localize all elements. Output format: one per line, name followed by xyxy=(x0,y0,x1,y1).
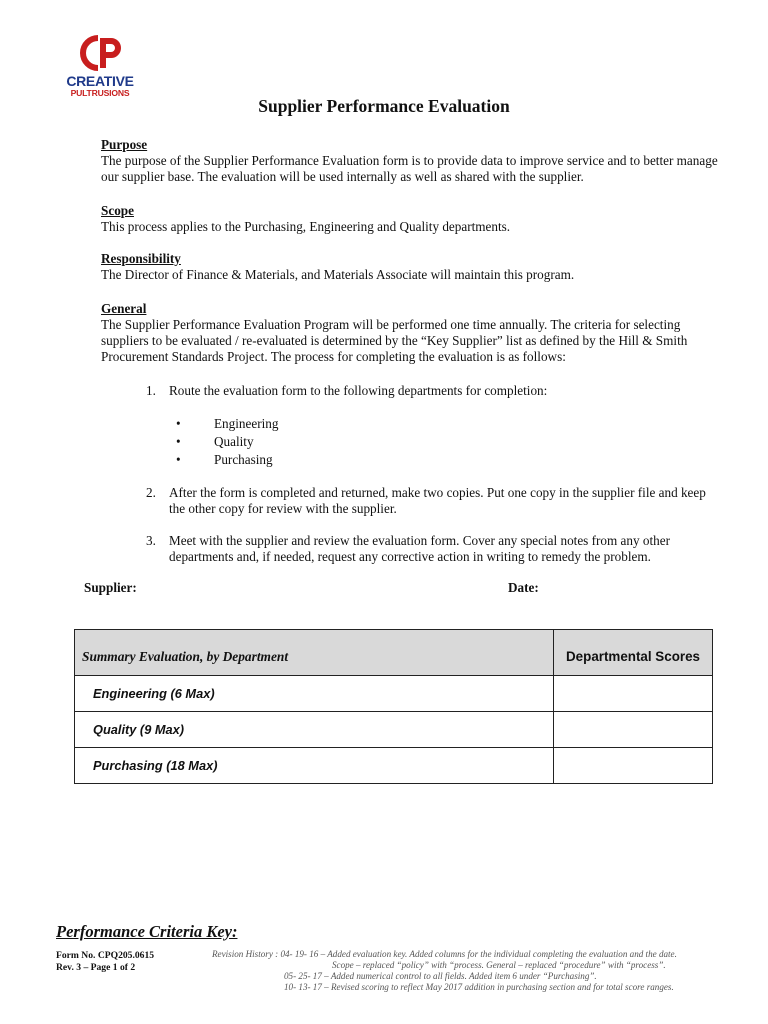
step-number: 3. xyxy=(146,533,156,548)
revision-line: 10- 13- 17 – Revised scoring to reflect May 2017 addition in purchasing section and for total score ranges. xyxy=(284,982,674,992)
responsibility-text: The Director of Finance & Materials, and Materials Associate will maintain this program. xyxy=(101,267,575,282)
summary-evaluation-table xyxy=(74,629,713,784)
supplier-label: Supplier: xyxy=(84,580,137,595)
scope-section xyxy=(101,203,721,235)
revision-line: 05- 25- 17 – Added numerical control to all fields. Added item 6 under “Purchasing”. xyxy=(284,971,597,981)
scope-text: This process applies to the Purchasing, Engineering and Quality departments. xyxy=(101,219,511,234)
purpose-section xyxy=(101,137,721,185)
general-text: The Supplier Performance Evaluation Program will be performed one time annually. The criteria for selecting suppliers to be evaluated / re-evaluated is determined by the “Key Supplier” list as defined by the Hill & Smith Procurement Standards Project. The process for completing the evaluation is as follows: xyxy=(101,317,688,364)
revision-line: Revision History : 04- 19- 16 – Added evaluation key. Added columns for the individual completing the evaluation and the date. xyxy=(212,949,677,959)
department-label: Purchasing (18 Max) xyxy=(75,748,554,784)
table-header-row xyxy=(75,630,713,676)
responsibility-heading: Responsibility xyxy=(101,251,181,266)
form-number: Form No. CPQ205.0615 xyxy=(56,950,155,961)
page-title: Supplier Performance Evaluation xyxy=(258,96,510,116)
step-text: After the form is completed and returned, make two copies. Put one copy in the supplier file and keep the other copy for review with the supplier. xyxy=(169,485,706,516)
revision-line: Scope – replaced “policy” with “process. General – replaced “procedure” with “process”. xyxy=(332,960,666,970)
logo-line-2: PULTRUSIONS xyxy=(70,88,130,98)
performance-criteria-key-heading: Performance Criteria Key: xyxy=(56,922,238,941)
form-number-block xyxy=(56,950,154,974)
purpose-heading: Purpose xyxy=(101,137,148,152)
table-row xyxy=(75,748,713,784)
summary-header-left: Summary Evaluation, by Department xyxy=(75,630,554,676)
list-item: • Engineering xyxy=(176,416,279,431)
department-label: Quality (9 Max) xyxy=(75,712,554,748)
revision-page: Rev. 3 – Page 1 of 2 xyxy=(56,962,136,973)
cp-logo-icon xyxy=(78,34,122,72)
logo-line-1: CREATIVE xyxy=(66,73,134,89)
department-list xyxy=(176,415,278,469)
responsibility-section xyxy=(101,251,721,283)
step-text: Route the evaluation form to the following departments for completion: xyxy=(169,383,548,398)
list-item: • Purchasing xyxy=(176,452,273,467)
step-text: Meet with the supplier and review the evaluation form. Cover any special notes from any other departments and, if needed, request any corrective action in writing to remedy the problem. xyxy=(169,533,670,564)
date-label: Date: xyxy=(508,580,539,595)
purpose-text: The purpose of the Supplier Performance Evaluation form is to provide data to improve service and to better manage our supplier base. The evaluation will be used internally as well as shared with the supplier. xyxy=(101,153,718,184)
summary-header-right: Departmental Scores xyxy=(554,630,713,676)
bullet-icon: • xyxy=(176,452,181,467)
table-row xyxy=(75,712,713,748)
step-number: 1. xyxy=(146,383,156,398)
company-logo xyxy=(64,34,136,104)
general-section xyxy=(101,301,721,365)
general-heading: General xyxy=(101,301,147,316)
score-cell-quality[interactable] xyxy=(554,712,713,748)
bullet-icon: • xyxy=(176,416,181,431)
bullet-icon: • xyxy=(176,434,181,449)
list-item: • Quality xyxy=(176,434,254,449)
step-number: 2. xyxy=(146,485,156,500)
table-row xyxy=(75,676,713,712)
score-cell-engineering[interactable] xyxy=(554,676,713,712)
score-cell-purchasing[interactable] xyxy=(554,748,713,784)
scope-heading: Scope xyxy=(101,203,134,218)
department-label: Engineering (6 Max) xyxy=(75,676,554,712)
